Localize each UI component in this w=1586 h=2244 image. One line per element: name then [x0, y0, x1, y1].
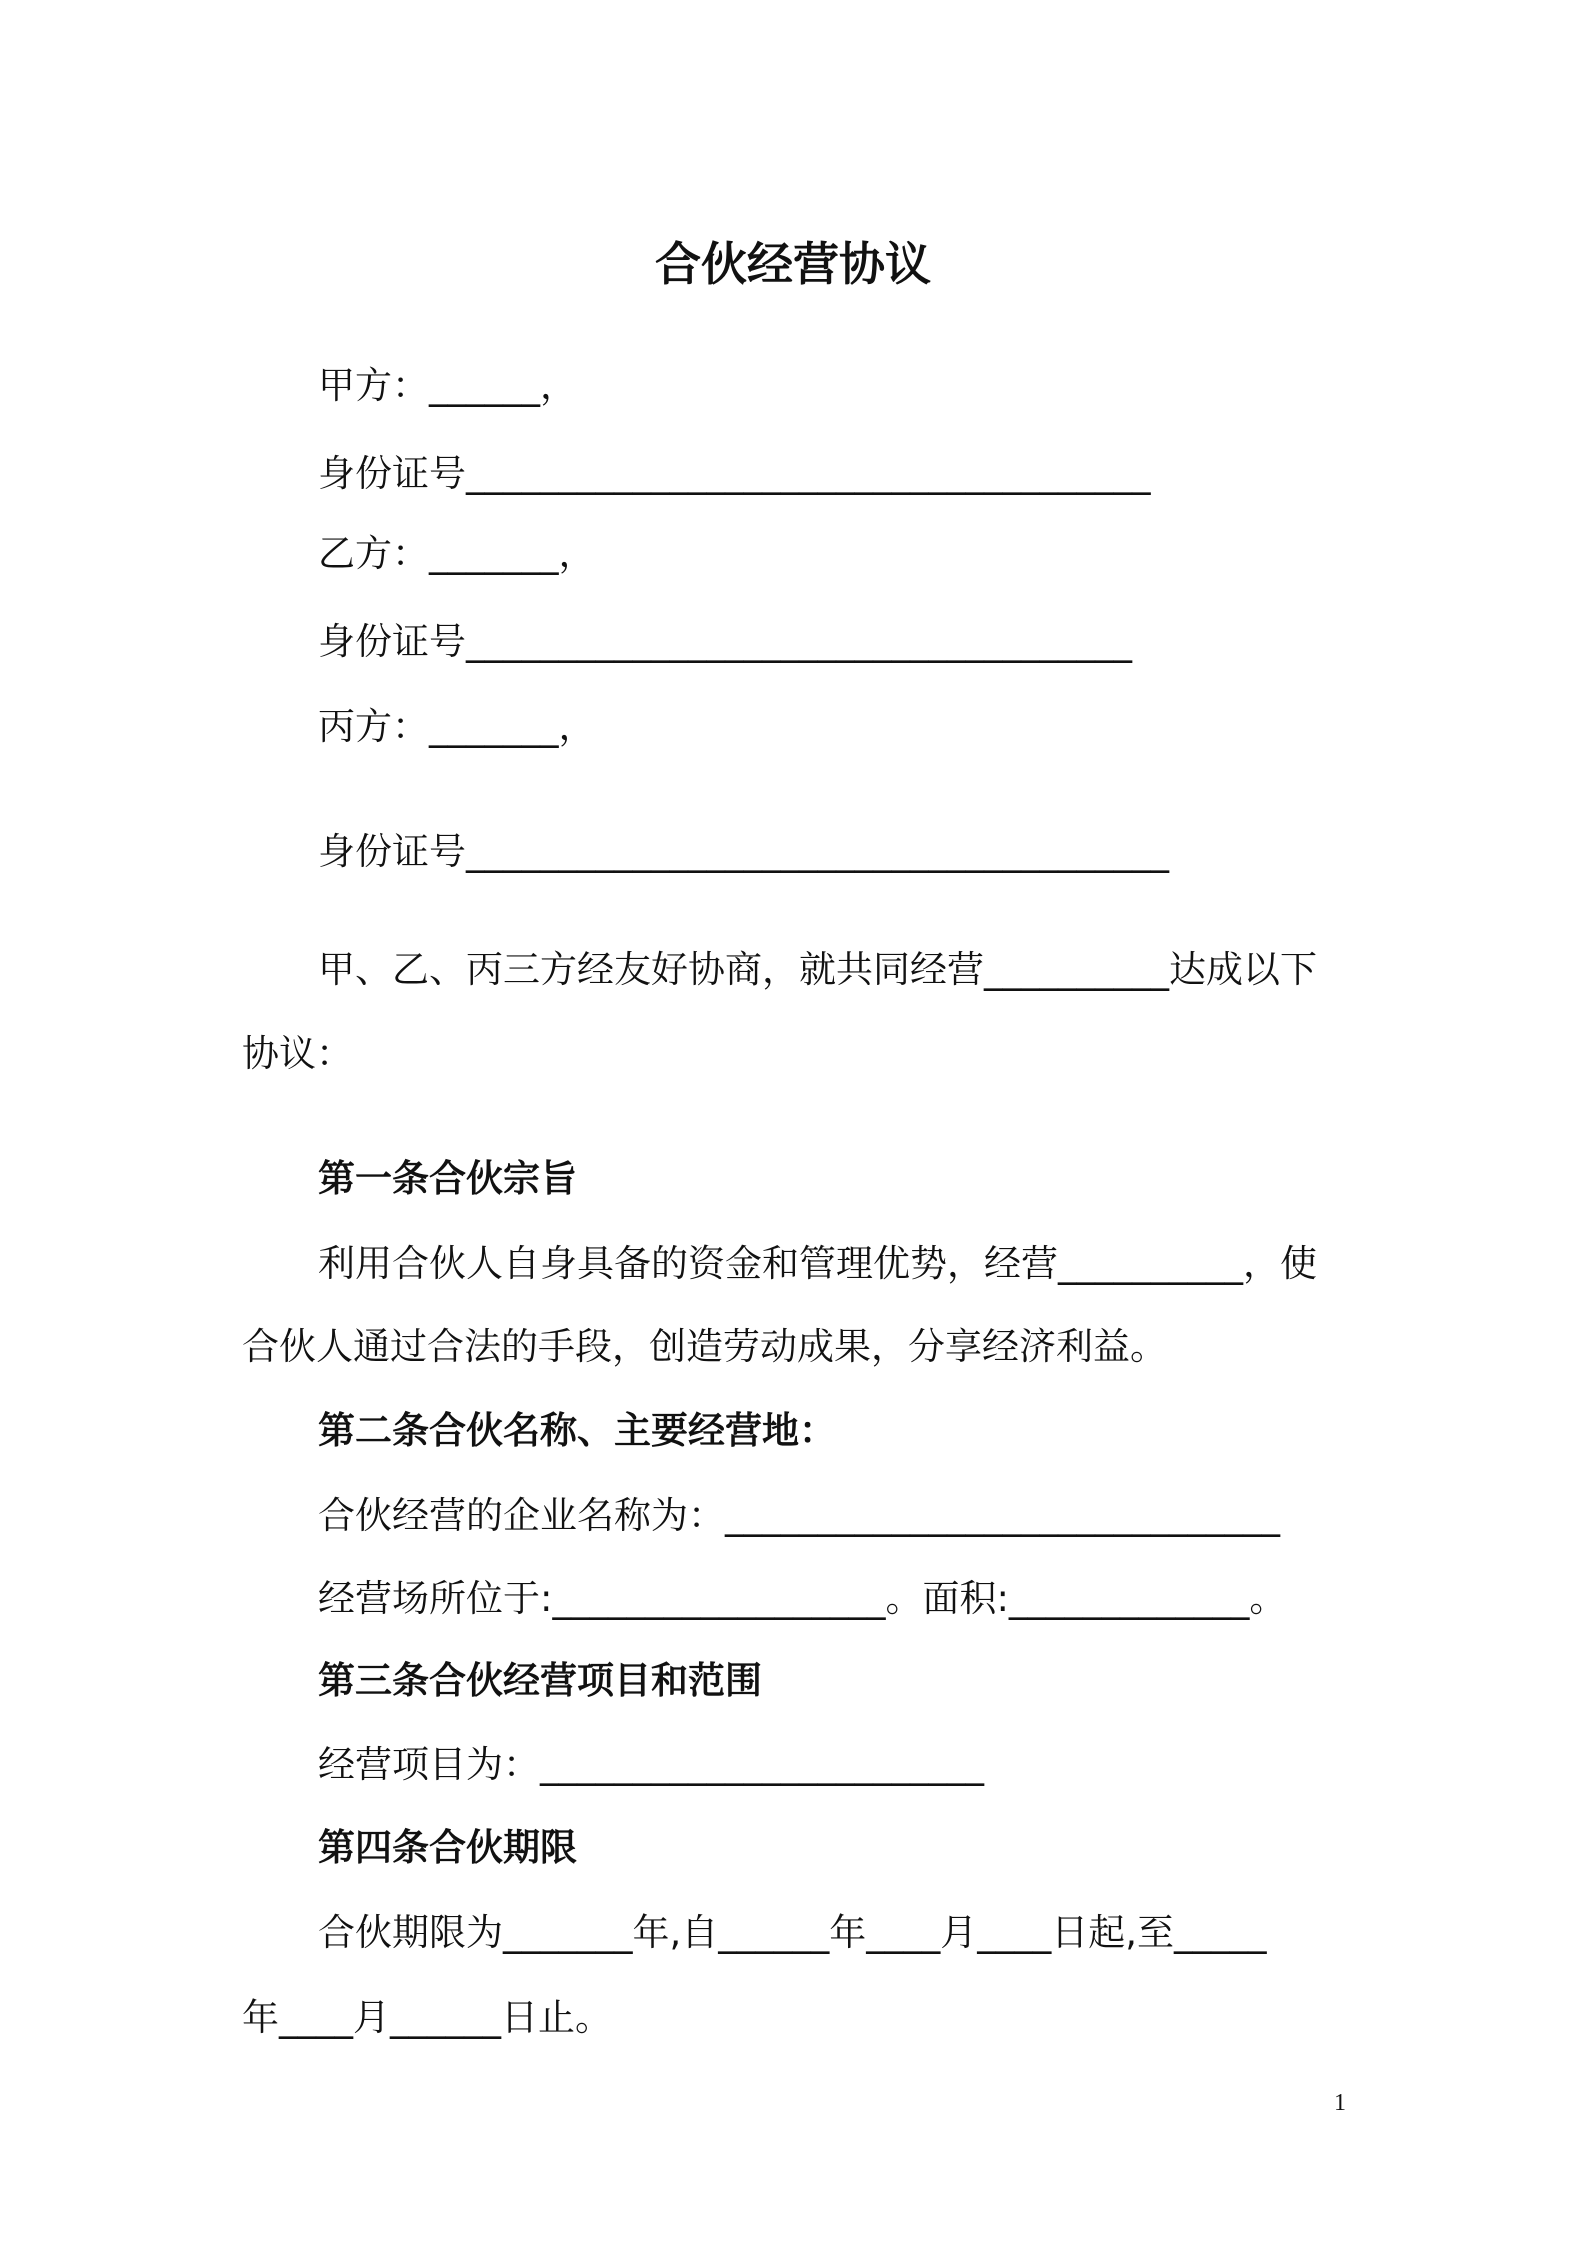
- article-1-line-2: 合伙人通过合法的手段，创造劳动成果，分享经济利益。: [242, 1325, 1167, 1368]
- article-2-line-1: 合伙经营的企业名称为：______________________________: [318, 1494, 1280, 1537]
- article-4-heading: 第四条合伙期限: [318, 1826, 577, 1869]
- article-2-heading: 第二条合伙名称、主要经营地：: [318, 1409, 836, 1452]
- article-4-line-1: 合伙期限为_______年,自______年____月____日起,至_____: [318, 1911, 1267, 1954]
- article-1-heading: 第一条合伙宗旨: [318, 1157, 577, 1200]
- party-a-line: 甲方：______，: [318, 364, 577, 407]
- party-a-id-line: 身份证号_____________________________________: [318, 452, 1151, 495]
- document-title: 合伙经营协议: [655, 237, 931, 291]
- party-b-id-line: 身份证号____________________________________: [318, 620, 1132, 663]
- article-1-line-1: 利用合伙人自身具备的资金和管理优势，经营__________，使: [318, 1242, 1317, 1285]
- preamble-line-1: 甲、乙、丙三方经友好协商，就共同经营__________达成以下: [318, 948, 1317, 991]
- page-number: 1: [1334, 2090, 1346, 2116]
- article-2-line-2: 经营场所位于:__________________。面积:_____________。: [318, 1577, 1287, 1620]
- article-3-heading: 第三条合伙经营项目和范围: [318, 1659, 762, 1702]
- article-4-line-2: 年____月______日止。: [242, 1996, 612, 2039]
- party-c-line: 丙方：_______，: [318, 705, 596, 748]
- article-3-line-1: 经营项目为：________________________: [318, 1743, 984, 1786]
- party-b-line: 乙方：_______，: [318, 532, 596, 575]
- party-c-id-line: 身份证号______________________________________: [318, 830, 1169, 873]
- preamble-line-2: 协议：: [242, 1032, 353, 1075]
